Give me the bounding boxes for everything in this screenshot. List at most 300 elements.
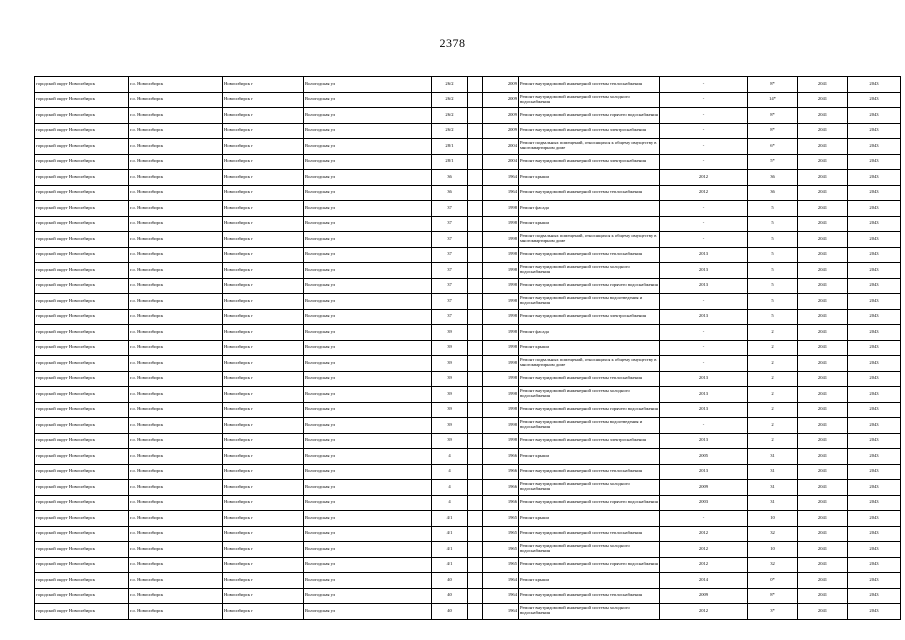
street-cell: Вологодская ул [304,263,432,279]
settlement-cell: Новосибирск г [223,139,304,155]
blank-cell [468,557,483,573]
blank-cell [468,278,483,294]
settlement-cell: Новосибирск г [223,185,304,201]
district-cell: городской округ Новосибирск [35,604,129,620]
wear-cell: 10 [748,511,798,527]
blank-cell [468,526,483,542]
build-year-cell: 1998 [483,387,519,403]
house-number-cell: 40 [432,573,468,589]
wear-cell: 36 [748,170,798,186]
settlement-cell: Новосибирск г [223,325,304,341]
settlement-cell: Новосибирск г [223,278,304,294]
settlement-cell: Новосибирск г [223,557,304,573]
start-year-cell: 2041 [798,371,848,387]
table-row [35,511,901,527]
street-cell: Вологодская ул [304,511,432,527]
build-year-cell: 1965 [483,542,519,558]
district-cell: городской округ Новосибирск [35,154,129,170]
city-cell: г.о. Новосибирск [129,495,223,511]
end-year-cell: 2043 [848,418,901,434]
start-year-cell: 2041 [798,480,848,496]
start-year-cell: 2041 [798,604,848,620]
end-year-cell: 2043 [848,139,901,155]
street-cell: Вологодская ул [304,185,432,201]
build-year-cell: 1998 [483,278,519,294]
house-number-cell: 26/2 [432,123,468,139]
end-year-cell: 2043 [848,278,901,294]
district-cell: городской округ Новосибирск [35,263,129,279]
house-number-cell: 39 [432,340,468,356]
last-repair-year-cell: 2013 [660,387,748,403]
house-number-cell: 39 [432,371,468,387]
wear-cell: 2 [748,433,798,449]
wear-cell: 2 [748,387,798,403]
table-row [35,402,901,418]
start-year-cell: 2041 [798,464,848,480]
end-year-cell: 2043 [848,464,901,480]
wear-cell: 5 [748,309,798,325]
blank-cell [468,294,483,310]
blank-cell [468,542,483,558]
wear-cell: 2 [748,418,798,434]
last-repair-year-cell: 2012 [660,526,748,542]
wear-cell: 5* [748,154,798,170]
end-year-cell: 2043 [848,526,901,542]
last-repair-year-cell: 2013 [660,263,748,279]
city-cell: г.о. Новосибирск [129,449,223,465]
district-cell: городской округ Новосибирск [35,495,129,511]
build-year-cell: 1966 [483,449,519,465]
start-year-cell: 2041 [798,542,848,558]
build-year-cell: 1998 [483,402,519,418]
settlement-cell: Новосибирск г [223,588,304,604]
settlement-cell: Новосибирск г [223,449,304,465]
end-year-cell: 2043 [848,387,901,403]
wear-cell: 36 [748,185,798,201]
work-type-cell: Ремонт крыши [519,511,660,527]
blank-cell [468,387,483,403]
end-year-cell: 2043 [848,201,901,217]
build-year-cell: 1966 [483,480,519,496]
work-type-cell: Ремонт внутридомовой инженерной системы теплоснабжения [519,371,660,387]
wear-cell: 5 [748,216,798,232]
work-type-cell: Ремонт внутридомовой инженерной системы холодного водоснабжения [519,92,660,108]
district-cell: городской округ Новосибирск [35,480,129,496]
blank-cell [468,449,483,465]
work-type-cell: Ремонт внутридомовой инженерной системы горячего водоснабжения [519,402,660,418]
district-cell: городской округ Новосибирск [35,247,129,263]
district-cell: городской округ Новосибирск [35,511,129,527]
wear-cell: 5 [748,294,798,310]
table-row [35,263,901,279]
wear-cell: 0* [748,573,798,589]
wear-cell: 5 [748,247,798,263]
build-year-cell: 1964 [483,185,519,201]
table-row [35,371,901,387]
house-number-cell: 39 [432,325,468,341]
build-year-cell: 1998 [483,247,519,263]
work-type-cell: Ремонт крыши [519,170,660,186]
table-row [35,108,901,124]
street-cell: Вологодская ул [304,77,432,93]
build-year-cell: 1966 [483,464,519,480]
city-cell: г.о. Новосибирск [129,278,223,294]
page-number: 2378 [439,36,466,50]
city-cell: г.о. Новосибирск [129,294,223,310]
work-type-cell: Ремонт внутридомовой инженерной системы теплоснабжения [519,185,660,201]
street-cell: Вологодская ул [304,588,432,604]
street-cell: Вологодская ул [304,449,432,465]
build-year-cell: 1964 [483,170,519,186]
district-cell: городской округ Новосибирск [35,92,129,108]
settlement-cell: Новосибирск г [223,309,304,325]
house-number-cell: 4 [432,480,468,496]
blank-cell [468,588,483,604]
settlement-cell: Новосибирск г [223,464,304,480]
district-cell: городской округ Новосибирск [35,526,129,542]
build-year-cell: 1998 [483,201,519,217]
district-cell: городской округ Новосибирск [35,433,129,449]
city-cell: г.о. Новосибирск [129,604,223,620]
city-cell: г.о. Новосибирск [129,371,223,387]
city-cell: г.о. Новосибирск [129,232,223,248]
district-cell: городской округ Новосибирск [35,557,129,573]
table-row [35,325,901,341]
district-cell: городской округ Новосибирск [35,542,129,558]
table-row [35,433,901,449]
build-year-cell: 1964 [483,588,519,604]
start-year-cell: 2041 [798,278,848,294]
table-row [35,557,901,573]
end-year-cell: 2043 [848,92,901,108]
work-type-cell: Ремонт внутридомовой инженерной системы теплоснабжения [519,464,660,480]
build-year-cell: 1964 [483,573,519,589]
settlement-cell: Новосибирск г [223,418,304,434]
house-number-cell: 37 [432,232,468,248]
house-number-cell: 39 [432,387,468,403]
last-repair-year-cell: 2013 [660,433,748,449]
city-cell: г.о. Новосибирск [129,402,223,418]
work-type-cell: Ремонт крыши [519,573,660,589]
end-year-cell: 2043 [848,511,901,527]
settlement-cell: Новосибирск г [223,108,304,124]
district-cell: городской округ Новосибирск [35,325,129,341]
street-cell: Вологодская ул [304,340,432,356]
wear-cell: 5 [748,278,798,294]
city-cell: г.о. Новосибирск [129,526,223,542]
build-year-cell: 1998 [483,340,519,356]
city-cell: г.о. Новосибирск [129,216,223,232]
street-cell: Вологодская ул [304,495,432,511]
last-repair-year-cell: - [660,92,748,108]
street-cell: Вологодская ул [304,309,432,325]
last-repair-year-cell: 2012 [660,170,748,186]
house-number-cell: 4 [432,449,468,465]
end-year-cell: 2043 [848,170,901,186]
work-type-cell: Ремонт внутридомовой инженерной системы горячего водоснабжения [519,495,660,511]
end-year-cell: 2043 [848,108,901,124]
last-repair-year-cell: 2012 [660,542,748,558]
district-cell: городской округ Новосибирск [35,232,129,248]
work-type-cell: Ремонт внутридомовой инженерной системы холодного водоснабжения [519,480,660,496]
street-cell: Вологодская ул [304,325,432,341]
start-year-cell: 2041 [798,92,848,108]
blank-cell [468,480,483,496]
start-year-cell: 2041 [798,495,848,511]
last-repair-year-cell: 2014 [660,573,748,589]
house-number-cell: 39 [432,402,468,418]
last-repair-year-cell: - [660,154,748,170]
wear-cell: 2 [748,325,798,341]
house-number-cell: 4/1 [432,557,468,573]
district-cell: городской округ Новосибирск [35,449,129,465]
start-year-cell: 2041 [798,232,848,248]
build-year-cell: 1998 [483,216,519,232]
table-row [35,387,901,403]
city-cell: г.о. Новосибирск [129,309,223,325]
last-repair-year-cell: - [660,340,748,356]
district-cell: городской округ Новосибирск [35,588,129,604]
house-number-cell: 26/2 [432,108,468,124]
last-repair-year-cell: - [660,123,748,139]
district-cell: городской округ Новосибирск [35,340,129,356]
work-type-cell: Ремонт внутридомовой инженерной системы теплоснабжения [519,77,660,93]
city-cell: г.о. Новосибирск [129,201,223,217]
wear-cell: 2 [748,356,798,372]
start-year-cell: 2041 [798,123,848,139]
settlement-cell: Новосибирск г [223,154,304,170]
build-year-cell: 1998 [483,325,519,341]
wear-cell: 32 [748,526,798,542]
blank-cell [468,139,483,155]
table-row [35,201,901,217]
wear-cell: 6* [748,139,798,155]
wear-cell: 2 [748,340,798,356]
district-cell: городской округ Новосибирск [35,371,129,387]
start-year-cell: 2041 [798,449,848,465]
work-type-cell: Ремонт внутридомовой инженерной системы горячего водоснабжения [519,557,660,573]
table-row [35,123,901,139]
settlement-cell: Новосибирск г [223,511,304,527]
blank-cell [468,309,483,325]
last-repair-year-cell: 2013 [660,371,748,387]
end-year-cell: 2043 [848,402,901,418]
start-year-cell: 2041 [798,433,848,449]
end-year-cell: 2043 [848,371,901,387]
last-repair-year-cell: 2013 [660,402,748,418]
table-row [35,77,901,93]
district-cell: городской округ Новосибирск [35,387,129,403]
work-type-cell: Ремонт внутридомовой инженерной системы электроснабжения [519,123,660,139]
table-row [35,92,901,108]
street-cell: Вологодская ул [304,154,432,170]
street-cell: Вологодская ул [304,92,432,108]
wear-cell: 31 [748,495,798,511]
house-number-cell: 4 [432,495,468,511]
end-year-cell: 2043 [848,232,901,248]
blank-cell [468,170,483,186]
city-cell: г.о. Новосибирск [129,123,223,139]
build-year-cell: 1998 [483,371,519,387]
blank-cell [468,232,483,248]
street-cell: Вологодская ул [304,387,432,403]
house-number-cell: 40 [432,588,468,604]
street-cell: Вологодская ул [304,278,432,294]
work-type-cell: Ремонт внутридомовой инженерной системы холодного водоснабжения [519,387,660,403]
work-type-cell: Ремонт внутридомовой инженерной системы электроснабжения [519,309,660,325]
build-year-cell: 2004 [483,139,519,155]
build-year-cell: 1998 [483,433,519,449]
district-cell: городской округ Новосибирск [35,573,129,589]
settlement-cell: Новосибирск г [223,340,304,356]
city-cell: г.о. Новосибирск [129,356,223,372]
table-row [35,604,901,620]
settlement-cell: Новосибирск г [223,77,304,93]
settlement-cell: Новосибирск г [223,294,304,310]
start-year-cell: 2041 [798,340,848,356]
work-type-cell: Ремонт подвальных помещений, относящихся к общему имуществу в многоквартирном доме [519,356,660,372]
table-row [35,573,901,589]
house-number-cell: 28/1 [432,139,468,155]
street-cell: Вологодская ул [304,480,432,496]
blank-cell [468,495,483,511]
build-year-cell: 1965 [483,511,519,527]
end-year-cell: 2043 [848,77,901,93]
street-cell: Вологодская ул [304,371,432,387]
end-year-cell: 2043 [848,123,901,139]
work-type-cell: Ремонт подвальных помещений, относящихся к общему имуществу в многоквартирном доме [519,139,660,155]
street-cell: Вологодская ул [304,123,432,139]
last-repair-year-cell: - [660,108,748,124]
last-repair-year-cell: 2013 [660,278,748,294]
city-cell: г.о. Новосибирск [129,573,223,589]
build-year-cell: 1998 [483,294,519,310]
district-cell: городской округ Новосибирск [35,77,129,93]
street-cell: Вологодская ул [304,402,432,418]
wear-cell: 8* [748,77,798,93]
house-number-cell: 4/1 [432,511,468,527]
start-year-cell: 2041 [798,77,848,93]
house-number-cell: 37 [432,216,468,232]
settlement-cell: Новосибирск г [223,402,304,418]
settlement-cell: Новосибирск г [223,526,304,542]
start-year-cell: 2041 [798,247,848,263]
wear-cell: 14* [748,92,798,108]
wear-cell: 8* [748,108,798,124]
start-year-cell: 2041 [798,557,848,573]
house-number-cell: 37 [432,309,468,325]
build-year-cell: 1998 [483,232,519,248]
street-cell: Вологодская ул [304,201,432,217]
settlement-cell: Новосибирск г [223,495,304,511]
start-year-cell: 2041 [798,588,848,604]
settlement-cell: Новосибирск г [223,216,304,232]
work-type-cell: Ремонт внутридомовой инженерной системы водоотведения и водоснабжения [519,418,660,434]
last-repair-year-cell: - [660,356,748,372]
house-number-cell: 37 [432,294,468,310]
settlement-cell: Новосибирск г [223,263,304,279]
city-cell: г.о. Новосибирск [129,139,223,155]
end-year-cell: 2043 [848,449,901,465]
city-cell: г.о. Новосибирск [129,325,223,341]
start-year-cell: 2041 [798,185,848,201]
city-cell: г.о. Новосибирск [129,185,223,201]
table-row [35,449,901,465]
house-number-cell: 37 [432,278,468,294]
start-year-cell: 2041 [798,387,848,403]
street-cell: Вологодская ул [304,604,432,620]
blank-cell [468,325,483,341]
start-year-cell: 2041 [798,526,848,542]
start-year-cell: 2041 [798,263,848,279]
city-cell: г.о. Новосибирск [129,588,223,604]
build-year-cell: 1998 [483,309,519,325]
district-cell: городской округ Новосибирск [35,123,129,139]
wear-cell: 10 [748,542,798,558]
house-number-cell: 37 [432,247,468,263]
end-year-cell: 2043 [848,263,901,279]
build-year-cell: 1998 [483,418,519,434]
house-number-cell: 4/1 [432,526,468,542]
build-year-cell: 1966 [483,495,519,511]
city-cell: г.о. Новосибирск [129,77,223,93]
last-repair-year-cell: 2012 [660,604,748,620]
table-row [35,232,901,248]
table-row [35,340,901,356]
last-repair-year-cell: 2005 [660,449,748,465]
city-cell: г.о. Новосибирск [129,170,223,186]
start-year-cell: 2041 [798,402,848,418]
build-year-cell: 2009 [483,92,519,108]
last-repair-year-cell: 2012 [660,185,748,201]
table-row [35,154,901,170]
settlement-cell: Новосибирск г [223,247,304,263]
house-number-cell: 37 [432,201,468,217]
blank-cell [468,201,483,217]
city-cell: г.о. Новосибирск [129,557,223,573]
blank-cell [468,402,483,418]
settlement-cell: Новосибирск г [223,170,304,186]
end-year-cell: 2043 [848,356,901,372]
house-number-cell: 36 [432,170,468,186]
settlement-cell: Новосибирск г [223,480,304,496]
wear-cell: 31 [748,464,798,480]
end-year-cell: 2043 [848,480,901,496]
work-type-cell: Ремонт крыши [519,340,660,356]
build-year-cell: 1964 [483,604,519,620]
start-year-cell: 2041 [798,154,848,170]
blank-cell [468,371,483,387]
wear-cell: 5 [748,232,798,248]
district-cell: городской округ Новосибирск [35,309,129,325]
blank-cell [468,92,483,108]
blank-cell [468,185,483,201]
repair-schedule-table [34,76,901,620]
house-number-cell: 39 [432,418,468,434]
settlement-cell: Новосибирск г [223,542,304,558]
wear-cell: 5 [748,263,798,279]
work-type-cell: Ремонт фасада [519,201,660,217]
start-year-cell: 2041 [798,325,848,341]
blank-cell [468,154,483,170]
start-year-cell: 2041 [798,216,848,232]
street-cell: Вологодская ул [304,108,432,124]
last-repair-year-cell: - [660,216,748,232]
blank-cell [468,511,483,527]
table-row [35,216,901,232]
work-type-cell: Ремонт внутридомовой инженерной системы теплоснабжения [519,526,660,542]
start-year-cell: 2041 [798,418,848,434]
